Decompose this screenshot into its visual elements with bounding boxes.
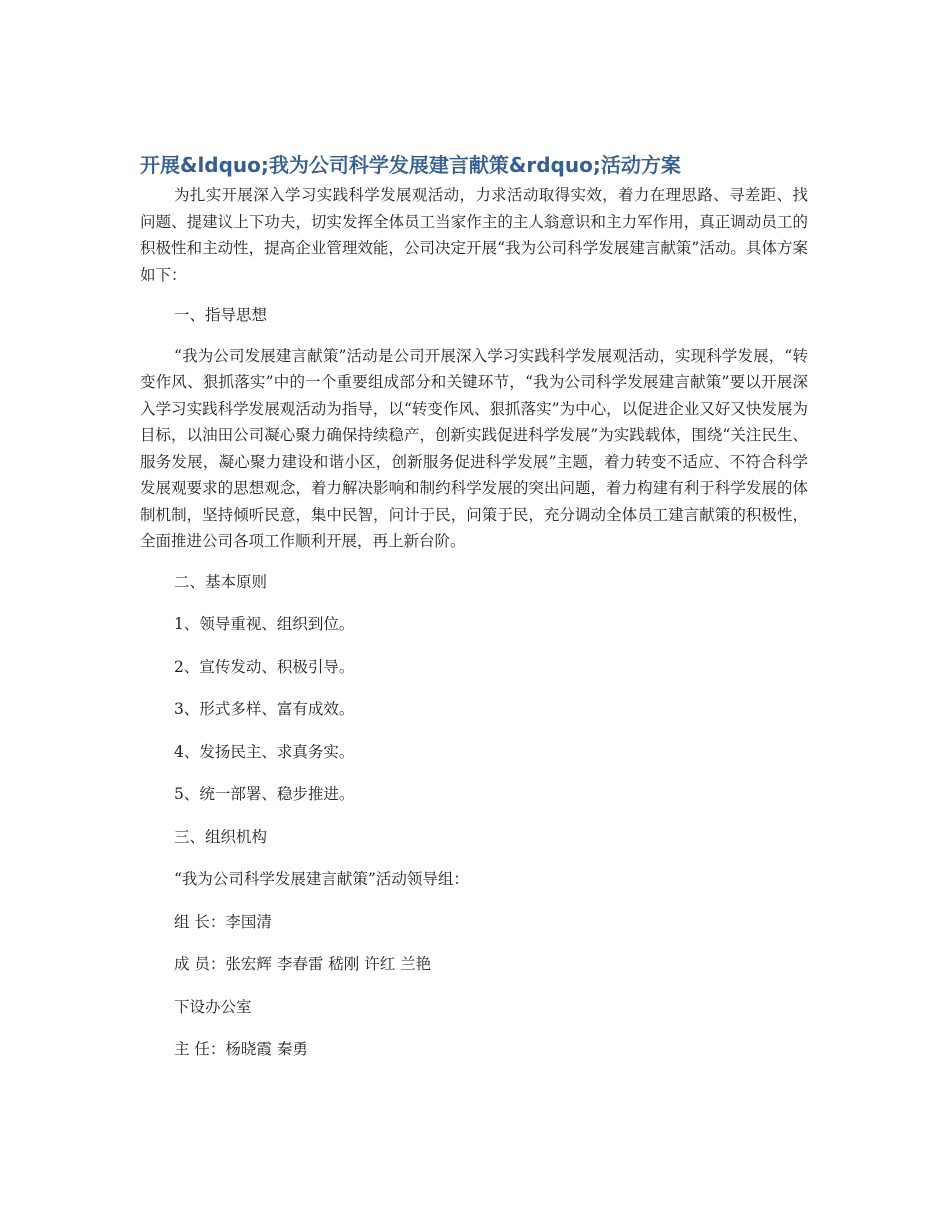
section-heading-basic-principles: 二、基本原则 — [174, 572, 268, 591]
principle-item: 5、统一部署、稳步推进。 — [174, 785, 355, 803]
principle-item: 1、领导重视、组织到位。 — [174, 615, 355, 633]
section-heading-organization: 三、组织机构 — [174, 827, 268, 846]
intro-paragraph: 为扎实开展深入学习实践科学发展观活动，力求活动取得实效，着力在理思路、寻差距、找问题、提建议上下功夫，切实发挥全体员工当家作主的主人翁意识和主力军作用，真正调动员工的积极性和主动性，提高企业管理效能，公司决定开展“我为公司科学发展建言献策”活动。具体方案如下： — [140, 186, 808, 284]
guiding-ideology-paragraph: “我为公司发展建言献策”活动是公司开展深入学习实践科学发展观活动，实现科学发展，“转变作风、狠抓落实”中的一个重要组成部分和关键环节，“我为公司科学发展建言献策”要以开展深入学习实践科学发展观活动为指导，以“转变作风、狠抓落实”为中心，以促进企业又好又快发展为目标，以油田公司凝心聚力确保持续稳产，创新实践促进科学发展”为实践载体，围绕“关注民生、服务发展，凝心聚力建设和谐小区，创新服务促进科学发展”主题，着力转变不适应、不符合科学发展观要求的思想观念，着力解决影响和制约科学发展的突出问题，着力构建有利于科学发展的体制机制，坚持倾听民意，集中民智，问计于民，问策于民，充分调动全体员工建言献策的积极性，全面推进公司各项工作顺利开展，再上新台阶。 — [140, 346, 808, 550]
office-line: 下设办公室 — [174, 997, 252, 1016]
document-title: 开展&ldquo;我为公司科学发展建言献策&rdquo;活动方案 — [140, 153, 681, 177]
principle-item: 2、宣传发动、积极引导。 — [174, 657, 355, 676]
members-line: 成 员：张宏辉 李春雷 嵇刚 许红 兰艳 — [174, 955, 432, 973]
document-content — [140, 150, 808, 1063]
director-line: 主 任：杨晓霞 秦勇 — [174, 1040, 308, 1058]
principle-item: 4、发扬民主、求真务实。 — [174, 742, 355, 761]
section-heading-guiding-ideology: 一、指导思想 — [174, 306, 268, 324]
leader-line: 组 长：李国清 — [174, 912, 272, 931]
org-intro-line: “我为公司科学发展建言献策”活动领导组： — [174, 870, 469, 888]
principle-item: 3、形式多样、富有成效。 — [174, 700, 355, 718]
